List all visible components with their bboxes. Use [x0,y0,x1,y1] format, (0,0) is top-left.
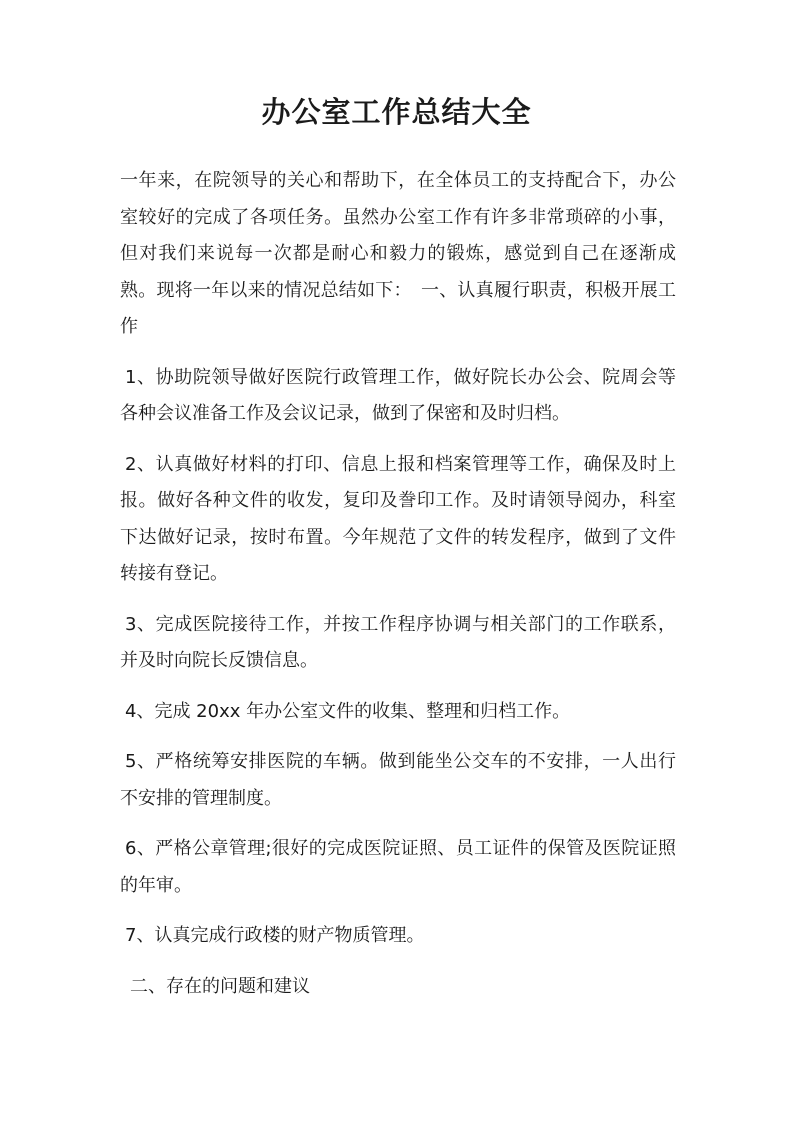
document-body [120,163,676,1019]
paragraph-intro: 一年来，在院领导的关心和帮助下，在全体员工的支持配合下，办公室较好的完成了各项任务。虽然办公室工作有许多非常琐碎的小事，但对我们来说每一次都是耐心和毅力的锻炼，感觉到自己在逐渐成熟。现将一年以来的情况总结如下： 一、认真履行职责，积极开展工作 [120,170,676,337]
paragraph-item-2: 2、认真做好材料的打印、信息上报和档案管理等工作，确保及时上报。做好各种文件的收发，复印及誊印工作。及时请领导阅办，科室下达做好记录，按时布置。今年规范了文件的转发程序，做到了文件转接有登记。 [120,453,676,584]
paragraph-item-5: 5、严格统筹安排医院的车辆。做到能坐公交车的不安排，一人出行不安排的管理制度。 [120,751,676,809]
paragraph-item-4: 4、完成 20xx 年办公室文件的收集、整理和归档工作。 [125,700,571,722]
document-title: 办公室工作总结大全 [261,95,532,129]
paragraph-item-6: 6、严格公章管理;很好的完成医院证照、员工证件的保管及医院证照的年审。 [120,838,676,896]
paragraph-item-1: 1、协助院领导做好医院行政管理工作，做好院长办公会、院周会等各种会议准备工作及会议记录，做到了保密和及时归档。 [120,366,676,424]
paragraph-item-7: 7、认真完成行政楼的财产物质管理。 [125,925,425,946]
paragraph-item-3: 3、完成医院接待工作，并按工作程序协调与相关部门的工作联系，并及时向院长反馈信息。 [120,613,676,671]
section-heading-issues: 二、存在的问题和建议 [130,975,310,997]
